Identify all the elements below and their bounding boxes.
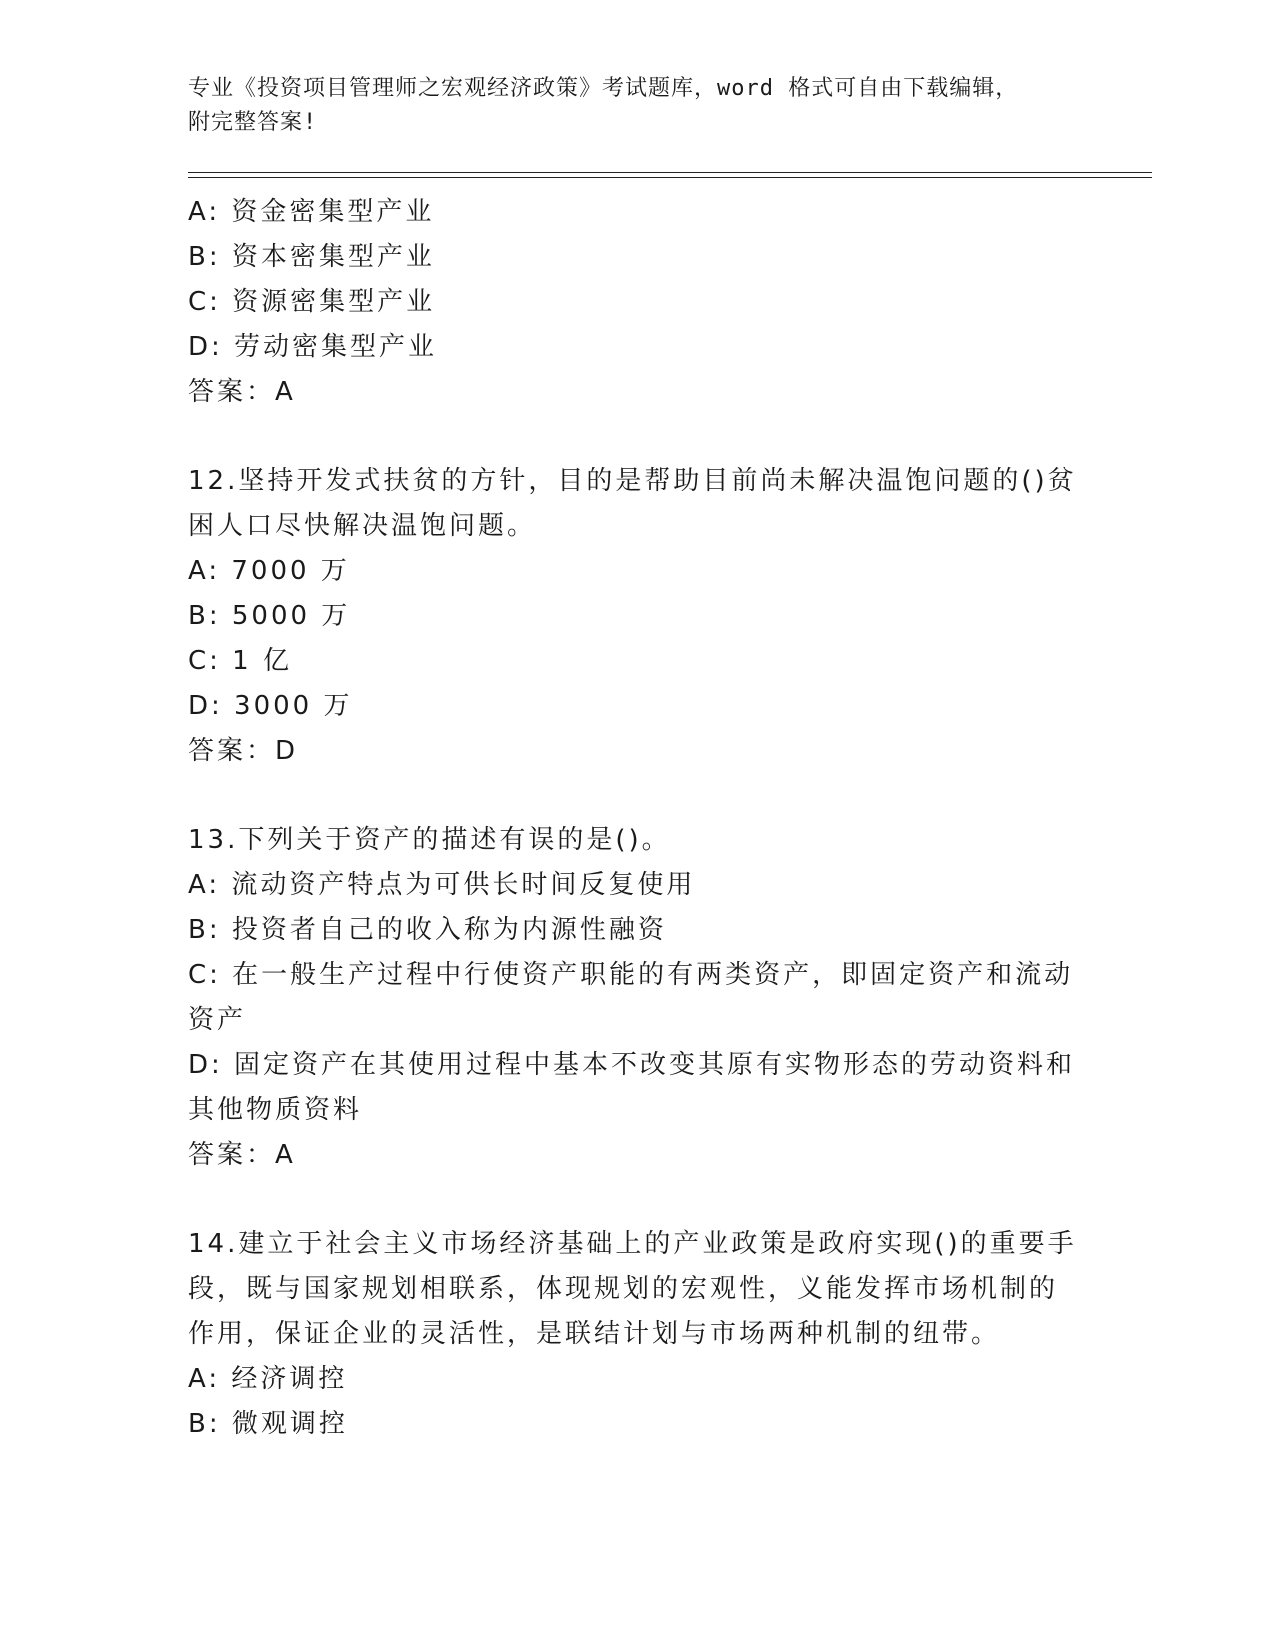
document-header [188,72,1068,140]
option-d: D: 固定资产在其使用过程中基本不改变其原有实物形态的劳动资料和 [188,1050,1076,1080]
answer: 答案：A [188,377,296,407]
stem-line-1: 14.建立于社会主义市场经济基础上的产业政策是政府实现()的重要手 [188,1229,1077,1259]
option-d: D: 劳动密集型产业 [188,332,438,362]
option-a: A: 流动资产特点为可供长时间反复使用 [188,870,696,900]
option-b: B: 投资者自己的收入称为内源性融资 [188,915,667,945]
option-a: A: 7000 万 [188,556,350,586]
header-line-1: 专业《投资项目管理师之宏观经济政策》考试题库，word 格式可自由下载编辑， [188,76,1019,101]
option-b: B: 微观调控 [188,1409,348,1439]
stem-line-2: 段，既与国家规划相联系，体现规划的宏观性，义能发挥市场机制的 [188,1274,1059,1304]
option-d: D: 3000 万 [188,691,353,721]
stem-line-2: 困人口尽快解决温饱问题。 [188,511,537,541]
option-c: C: 在一般生产过程中行使资产职能的有两类资产，即固定资产和流动 [188,960,1074,990]
question-12 [188,459,1088,774]
header-line-2: 附完整答案! [188,110,318,135]
question-11 [188,190,1088,415]
option-d-continued: 其他物质资料 [188,1095,363,1125]
option-c: C: 1 亿 [188,646,292,676]
header-rule-bottom [188,177,1152,178]
option-c-continued: 资产 [188,1005,247,1035]
header-rule-top [188,172,1152,173]
answer: 答案：A [188,1140,296,1170]
option-b: B: 资本密集型产业 [188,242,435,272]
option-a: A: 经济调控 [188,1364,348,1394]
answer: 答案：D [188,736,299,766]
stem-line-1: 12.坚持开发式扶贫的方针，目的是帮助目前尚未解决温饱问题的()贫 [188,466,1077,496]
option-b: B: 5000 万 [188,601,351,631]
question-list [188,190,1088,1447]
question-stem [188,1222,1088,1357]
question-13 [188,818,1088,1178]
stem-line-1: 13.下列关于资产的描述有误的是()。 [188,825,671,855]
question-14 [188,1222,1088,1447]
stem-line-3: 作用，保证企业的灵活性，是联结计划与市场两种机制的纽带。 [188,1319,1001,1349]
question-stem [188,459,1088,549]
option-c: C: 资源密集型产业 [188,287,436,317]
question-stem [188,818,1088,863]
option-a: A: 资金密集型产业 [188,197,435,227]
